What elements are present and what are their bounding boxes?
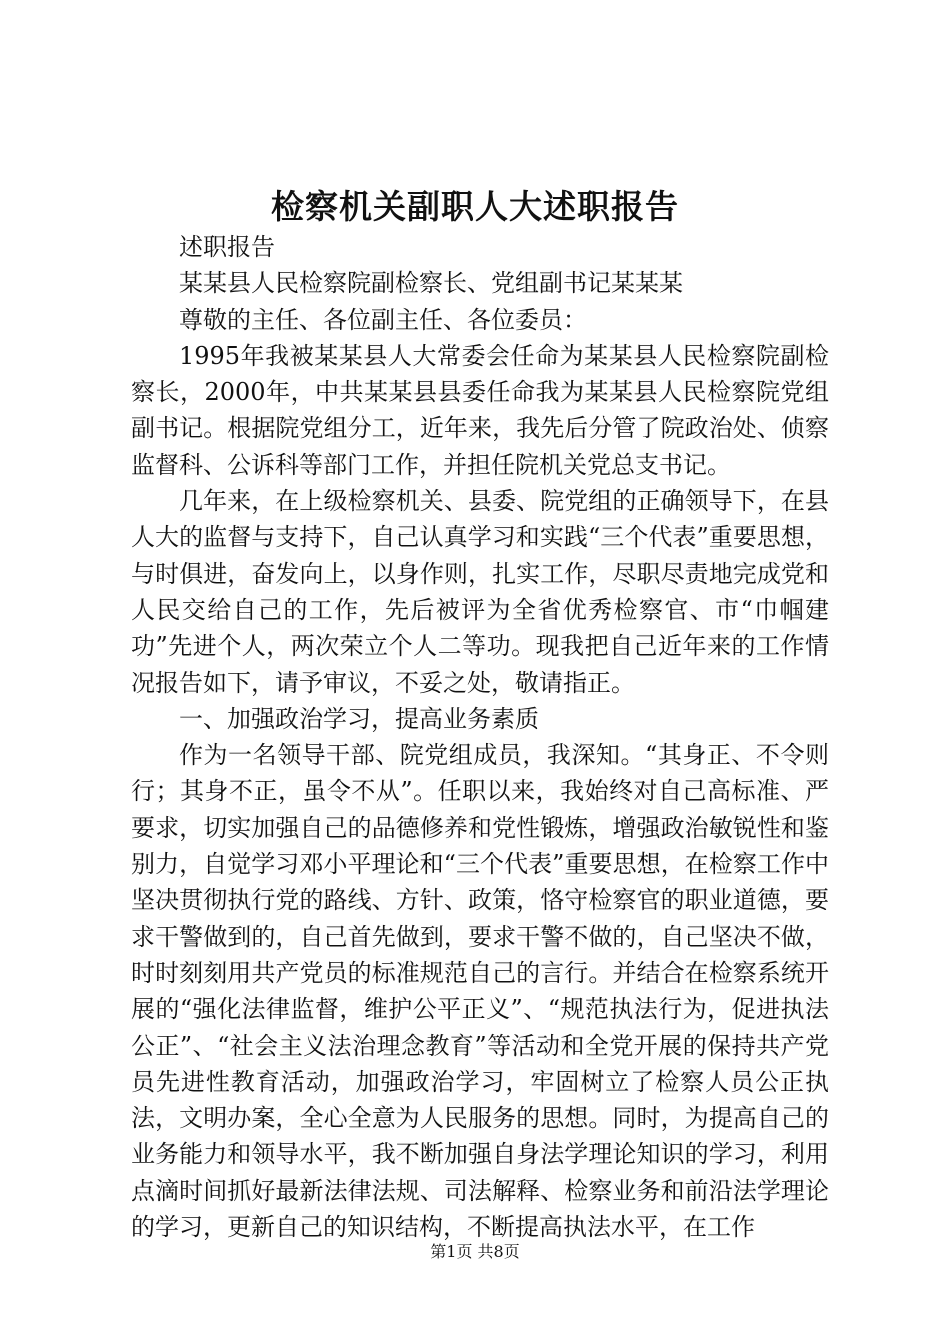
paragraph-heading-label: 述职报告 — [179, 233, 275, 261]
section-heading-1: 一、加强政治学习，提高业务素质 — [179, 704, 539, 733]
paragraph-appointment: 1995年我被某某县人大常委会任命为某某县人民检察院副检察长，2000年，中共某某县县委任命我为某某县人民检察院党组副书记。根据院党组分工，近年来，我先后分管了院政治处、侦察监督科、公诉科等部门工作，并担任院机关党总支书记。 — [131, 341, 829, 479]
page-footer: 第1页 共8页 — [430, 1242, 520, 1261]
paragraph-section-1-body: 作为一名领导干部、院党组成员，我深知。“其身正、不令则行；其身不正，虽令不从”。任职以来，我始终对自己高标准、严要求，切实加强自己的品德修养和党性锻炼，增强政治敏锐性和鉴别力，自觉学习邓小平理论和“三个代表”重要思想，在检察工作中坚决贯彻执行党的路线、方针、政策，恪守检察官的职业道德，要求干警做到的，自己首先做到，要求干警不做的，自己坚决不做，时时刻刻用共产党员的标准规范自己的言行。并结合在检察系统开展的“强化法律监督，维护公平正义”、“规范执法行为，促进执法公正”、“社会主义法治理念教育”等活动和全党开展的保持共产党员先进性教育活动，加强政治学习，牢固树立了检察人员公正执法，文明办案，全心全意为人民服务的思想。同时，为提高自己的业务能力和领导水平，我不断加强自身法学理论知识的学习，利用点滴时间抓好最新法律法规、司法解释、检察业务和前沿法学理论的学习，更新自己的知识结构，不断提高执法水平，在工作 — [131, 741, 829, 1242]
paragraph-author: 某某县人民检察院副检察长、党组副书记某某某 — [179, 269, 683, 298]
paragraph-salutation: 尊敬的主任、各位副主任、各位委员： — [179, 305, 587, 334]
document-body — [131, 229, 829, 1245]
paragraph-overview: 几年来，在上级检察机关、县委、院党组的正确领导下，在县人大的监督与支持下，自己认真学习和实践“三个代表”重要思想，与时俱进，奋发向上，以身作则，扎实工作，尽职尽责地完成党和人民交给自己的工作，先后被评为全省优秀检察官、市“巾帼建功”先进个人，两次荣立个人二等功。现我把自己近年来的工作情况报告如下，请予审议，不妥之处，敬请指正。 — [131, 487, 829, 697]
document-title: 检察机关副职人大述职报告 — [271, 187, 679, 226]
